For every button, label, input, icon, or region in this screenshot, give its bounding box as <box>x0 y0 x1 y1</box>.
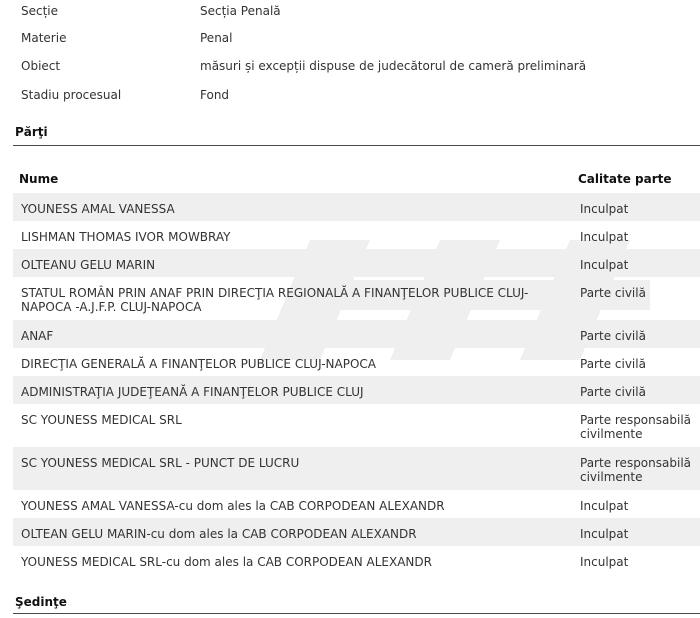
party-role: Inculpat <box>580 202 629 216</box>
party-role: Inculpat <box>580 555 629 569</box>
party-role: Parte civilă <box>580 286 646 300</box>
party-name: ANAF <box>21 329 54 343</box>
party-name: YOUNESS AMAL VANESSA-cu dom ales la CAB CORPODEAN ALEXANDR <box>21 499 445 513</box>
detail-value: Penal <box>200 31 233 45</box>
detail-label: Secție <box>21 4 59 18</box>
section-title-parti: Părţi <box>15 125 48 139</box>
party-role: Parte responsabilă civilmente <box>580 456 691 484</box>
party-role: Parte civilă <box>580 385 646 399</box>
party-role: Inculpat <box>580 230 629 244</box>
detail-label: Obiect <box>21 59 61 73</box>
table-row <box>13 320 700 348</box>
party-name: YOUNESS MEDICAL SRL-cu dom ales la CAB CORPODEAN ALEXANDR <box>21 555 432 569</box>
party-role: Inculpat <box>580 527 629 541</box>
table-row <box>13 404 700 447</box>
table-row <box>13 193 700 221</box>
parties-table <box>13 165 700 574</box>
party-role: Inculpat <box>580 499 629 513</box>
table-header <box>13 165 700 193</box>
detail-label: Materie <box>21 31 67 45</box>
party-name: ADMINISTRAŢIA JUDEŢEANĂ A FINANŢELOR PUBLICE CLUJ <box>21 385 364 399</box>
column-header-name: Nume <box>19 172 59 186</box>
party-name: DIRECŢIA GENERALĂ A FINANŢELOR PUBLICE CLUJ-NAPOCA <box>21 357 376 371</box>
party-role: Parte civilă <box>580 329 646 343</box>
table-row <box>13 348 700 376</box>
section-divider <box>13 613 700 614</box>
table-row <box>13 277 700 320</box>
table-row <box>13 490 700 518</box>
party-name: OLTEANU GELU MARIN <box>21 258 156 272</box>
table-row <box>13 447 700 490</box>
party-name: SC YOUNESS MEDICAL SRL <box>21 413 182 427</box>
party-role: Parte civilă <box>580 357 646 371</box>
party-name: LISHMAN THOMAS IVOR MOWBRAY <box>21 230 231 244</box>
party-name: STATUL ROMÂN PRIN ANAF PRIN DIRECŢIA REGIONALĂ A FINANŢELOR PUBLICE CLUJ-NAPOCA -A.J.F.P. CLUJ-NAPOCA <box>21 286 529 314</box>
party-role: Inculpat <box>580 258 629 272</box>
party-role: Parte responsabilă civilmente <box>580 413 691 441</box>
detail-value: măsuri și excepții dispuse de judecătorul de cameră preliminară <box>200 59 587 73</box>
party-name: SC YOUNESS MEDICAL SRL - PUNCT DE LUCRU <box>21 456 300 470</box>
party-name: OLTEAN GELU MARIN-cu dom ales la CAB CORPODEAN ALEXANDR <box>21 527 417 541</box>
party-name: YOUNESS AMAL VANESSA <box>21 202 175 216</box>
section-divider <box>13 145 700 146</box>
section-title-sedinte: Şedinţe <box>15 595 67 609</box>
detail-value: Secția Penală <box>200 4 281 18</box>
table-row <box>13 546 700 574</box>
table-row <box>13 221 700 249</box>
table-row <box>13 249 700 277</box>
detail-value: Fond <box>200 88 230 102</box>
detail-label: Stadiu procesual <box>21 88 122 102</box>
table-row <box>13 376 700 404</box>
column-header-role: Calitate parte <box>578 172 672 186</box>
table-row <box>13 518 700 546</box>
